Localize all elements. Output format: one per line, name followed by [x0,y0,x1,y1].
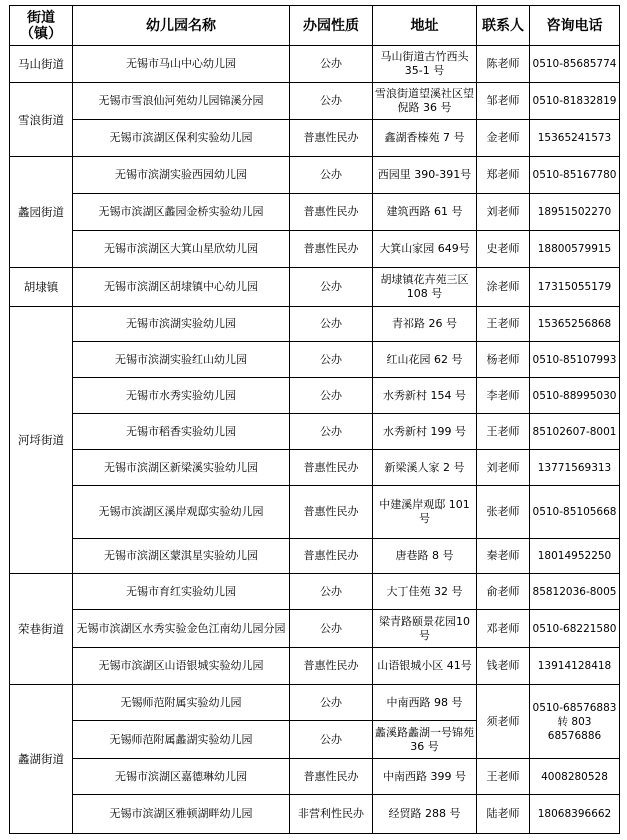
table-row [10,46,620,83]
phone-cell: 0510-88995030 [530,378,620,414]
address-cell: 水秀新村 199 号 [373,414,477,450]
header-nature: 办园性质 [290,6,373,46]
phone-cell: 0510-85167780 [530,157,620,194]
nature-cell: 公办 [290,378,373,414]
table-row [10,231,620,268]
address-cell: 大丁佳苑 32 号 [373,574,477,610]
address-cell: 建筑西路 61 号 [373,194,477,231]
kindergarten-name: 无锡市育红实验幼儿园 [73,574,290,610]
nature-cell: 普惠性民办 [290,450,373,486]
street-cell: 蠡湖街道 [10,685,73,834]
kindergarten-name: 无锡师范附属实验幼儿园 [73,685,290,721]
table-row [10,610,620,648]
address-cell: 青祁路 26 号 [373,307,477,342]
phone-cell: 0510-85107993 [530,342,620,378]
nature-cell: 普惠性民办 [290,231,373,268]
contact-cell: 刘老师 [477,450,530,486]
table-row [10,268,620,307]
table-row [10,157,620,194]
nature-cell: 公办 [290,83,373,120]
contact-cell: 王老师 [477,759,530,795]
nature-cell: 公办 [290,157,373,194]
contact-cell: 张老师 [477,486,530,539]
phone-cell: 85102607-8001 [530,414,620,450]
table-row [10,342,620,378]
contact-cell: 邓老师 [477,610,530,648]
street-cell: 胡埭镇 [10,268,73,307]
table-row [10,648,620,685]
kindergarten-name: 无锡市滨湖区胡埭镇中心幼儿园 [73,268,290,307]
kindergarten-name: 无锡市滨湖区大箕山星欣幼儿园 [73,231,290,268]
table-row [10,83,620,120]
contact-cell: 金老师 [477,120,530,157]
street-cell: 河埒街道 [10,307,73,574]
header-address: 地址 [373,6,477,46]
address-cell: 蠡溪路蠡湖一号锦苑 36 号 [373,721,477,759]
nature-cell: 公办 [290,414,373,450]
phone-cell: 0510-68576883 转 803 68576886 [530,685,620,759]
nature-cell: 公办 [290,268,373,307]
nature-cell: 普惠性民办 [290,194,373,231]
contact-cell: 钱老师 [477,648,530,685]
street-cell: 马山街道 [10,46,73,83]
address-cell: 新梁溪人家 2 号 [373,450,477,486]
kindergarten-name: 无锡市滨湖区保利实验幼儿园 [73,120,290,157]
address-cell: 中南西路 98 号 [373,685,477,721]
kindergarten-name: 无锡市滨湖区溪岸观邸实验幼儿园 [73,486,290,539]
contact-cell: 王老师 [477,307,530,342]
address-cell: 西园里 390-391号 [373,157,477,194]
table-row [10,685,620,721]
table-row [10,486,620,539]
table-row [10,120,620,157]
phone-cell: 13914128418 [530,648,620,685]
address-cell: 中南西路 399 号 [373,759,477,795]
address-cell: 胡埭镇花卉苑三区 108 号 [373,268,477,307]
kindergarten-name: 无锡市滨湖实验幼儿园 [73,307,290,342]
nature-cell: 普惠性民办 [290,648,373,685]
contact-cell: 涂老师 [477,268,530,307]
phone-cell: 0510-81832819 [530,83,620,120]
address-cell: 红山花园 62 号 [373,342,477,378]
table-row [10,574,620,610]
nature-cell: 普惠性民办 [290,759,373,795]
header-street: 街道（镇） [10,6,73,46]
table-row [10,378,620,414]
table-row [10,414,620,450]
contact-cell: 须老师 [477,685,530,759]
kindergarten-name: 无锡市滨湖区蒙淇星实验幼儿园 [73,539,290,574]
phone-cell: 18068396662 [530,795,620,834]
header-phone: 咨询电话 [530,6,620,46]
kindergarten-name: 无锡市滨湖实验红山幼儿园 [73,342,290,378]
phone-cell: 0510-85685774 [530,46,620,83]
phone-cell: 4008280528 [530,759,620,795]
address-cell: 水秀新村 154 号 [373,378,477,414]
contact-cell: 秦老师 [477,539,530,574]
nature-cell: 普惠性民办 [290,539,373,574]
table-row [10,539,620,574]
header-name: 幼儿园名称 [73,6,290,46]
kindergarten-name: 无锡市雪浪仙河苑幼儿园锦溪分园 [73,83,290,120]
street-cell: 荣巷街道 [10,574,73,685]
contact-cell: 邹老师 [477,83,530,120]
address-cell: 大箕山家园 649号 [373,231,477,268]
phone-cell: 18800579915 [530,231,620,268]
table-row [10,759,620,795]
address-cell: 鑫湖香榛苑 7 号 [373,120,477,157]
nature-cell: 非营利性民办 [290,795,373,834]
kindergarten-name: 无锡市滨湖区山语银城实验幼儿园 [73,648,290,685]
table-row [10,194,620,231]
contact-cell: 杨老师 [477,342,530,378]
kindergarten-name: 无锡市稻香实验幼儿园 [73,414,290,450]
address-cell: 雪浪街道望溪社区望倪路 36 号 [373,83,477,120]
kindergarten-name: 无锡师范附属蠡湖实验幼儿园 [73,721,290,759]
nature-cell: 公办 [290,574,373,610]
address-cell: 经贸路 288 号 [373,795,477,834]
phone-cell: 18014952250 [530,539,620,574]
phone-cell: 15365241573 [530,120,620,157]
kindergarten-name: 无锡市马山中心幼儿园 [73,46,290,83]
kindergarten-name: 无锡市水秀实验幼儿园 [73,378,290,414]
phone-cell: 15365256868 [530,307,620,342]
nature-cell: 公办 [290,610,373,648]
address-cell: 山语银城小区 41号 [373,648,477,685]
contact-cell: 俞老师 [477,574,530,610]
contact-cell: 陈老师 [477,46,530,83]
nature-cell: 普惠性民办 [290,120,373,157]
nature-cell: 公办 [290,342,373,378]
table-row [10,450,620,486]
phone-cell: 85812036-8005 [530,574,620,610]
nature-cell: 公办 [290,721,373,759]
kindergarten-name: 无锡市滨湖区新梁溪实验幼儿园 [73,450,290,486]
kindergarten-name: 无锡市滨湖区嘉德琳幼儿园 [73,759,290,795]
phone-cell: 13771569313 [530,450,620,486]
street-cell: 蠡园街道 [10,157,73,268]
phone-cell: 18951502270 [530,194,620,231]
phone-cell: 0510-85105668 [530,486,620,539]
contact-cell: 李老师 [477,378,530,414]
kindergarten-table [9,5,620,834]
address-cell: 梁青路颐景花园10 号 [373,610,477,648]
table-row [10,795,620,834]
contact-cell: 陆老师 [477,795,530,834]
contact-cell: 刘老师 [477,194,530,231]
kindergarten-name: 无锡市滨湖实验西园幼儿园 [73,157,290,194]
nature-cell: 公办 [290,685,373,721]
nature-cell: 公办 [290,46,373,83]
contact-cell: 史老师 [477,231,530,268]
phone-cell: 0510-68221580 [530,610,620,648]
header-contact: 联系人 [477,6,530,46]
table-row [10,307,620,342]
address-cell: 马山街道古竹西头 35-1 号 [373,46,477,83]
kindergarten-name: 无锡市滨湖区水秀实验金色江南幼儿园分园 [73,610,290,648]
street-cell: 雪浪街道 [10,83,73,157]
address-cell: 唐巷路 8 号 [373,539,477,574]
contact-cell: 郑老师 [477,157,530,194]
contact-cell: 王老师 [477,414,530,450]
header-row [10,6,620,46]
nature-cell: 普惠性民办 [290,486,373,539]
kindergarten-name: 无锡市滨湖区蠡园金桥实验幼儿园 [73,194,290,231]
nature-cell: 公办 [290,307,373,342]
address-cell: 中建溪岸观邸 101号 [373,486,477,539]
phone-cell: 17315055179 [530,268,620,307]
kindergarten-name: 无锡市滨湖区雅顿湖畔幼儿园 [73,795,290,834]
